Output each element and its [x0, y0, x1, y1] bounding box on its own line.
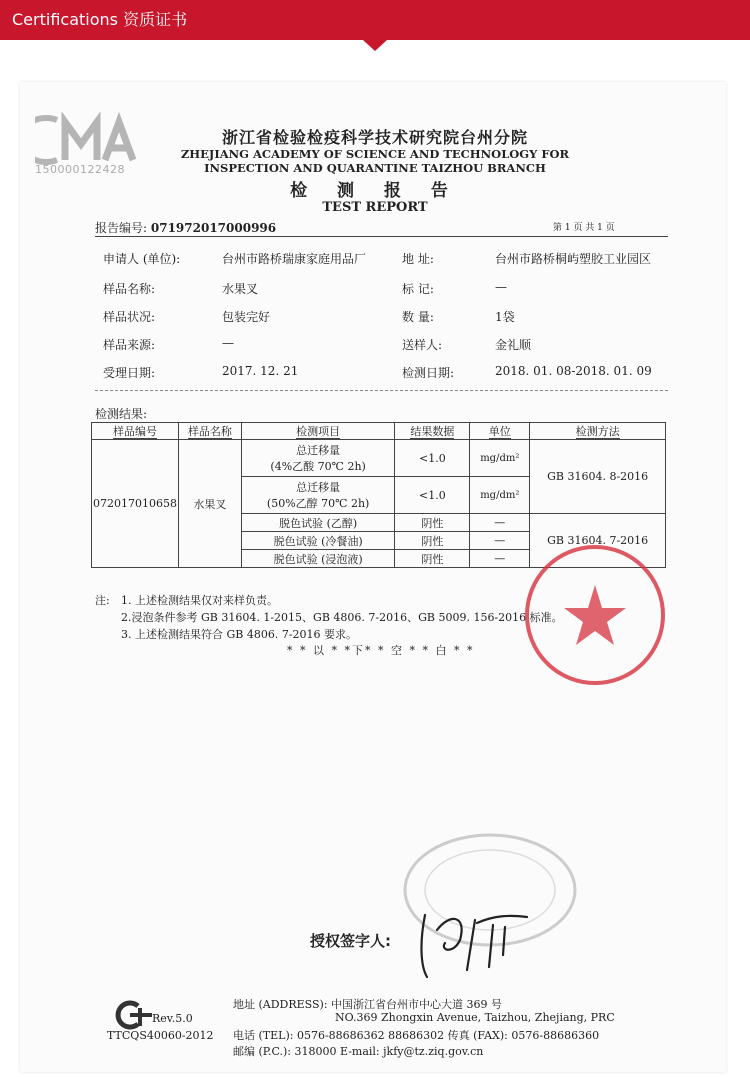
footer-tel-fax: 电话 (TEL): 0576-88686362 88686302 传真 (FAX): 0576-88686360 [233, 1029, 600, 1042]
blank-marker: * * 以 * *下* * 空 * * 白 * * [287, 644, 475, 657]
quantity-label: 数 量: [402, 310, 434, 324]
header-cell: 单位 [470, 423, 530, 440]
footer-rev: Rev.5.0 [152, 1012, 193, 1025]
header-cell: 检测项目 [241, 423, 395, 440]
banner-title: Certifications 资质证书 [12, 10, 188, 29]
header-cell: 检测方法 [530, 423, 666, 440]
header-cell: 结果数据 [395, 423, 470, 440]
item-cell [241, 477, 395, 514]
sender-value: 金礼顺 [495, 338, 532, 352]
signature-icon [405, 895, 540, 985]
address-value: 台州市路桥桐屿塑胶工业园区 [495, 252, 652, 266]
test-date-value: 2018. 01. 08-2018. 01. 09 [495, 364, 652, 378]
result-cell: 阴性 [395, 532, 470, 550]
item-cell: 脱色试验 (冷餐油) [241, 532, 395, 550]
address-label: 地 址: [402, 252, 434, 266]
accept-date-label: 受理日期: [103, 366, 156, 380]
method-cell: GB 31604. 8-2016 [530, 440, 666, 514]
results-title: 检测结果: [95, 407, 148, 421]
header-cell: 样品编号 [92, 423, 179, 440]
item-line: 总迁移量 [296, 481, 341, 494]
note-2: 2.浸泡条件参考 GB 31604. 1-2015、GB 4806. 7-2016、GB 5009. 156-2016 标准。 [121, 611, 563, 624]
report-number-value: 071972017000996 [150, 221, 277, 235]
report-number [95, 219, 276, 236]
item-line: 总迁移量 [296, 444, 341, 457]
sample-status-value: 包装完好 [222, 310, 271, 324]
mark-label: 标 记: [402, 282, 434, 296]
unit-cell: mg/dm² [470, 440, 530, 477]
institute-name-en-1: ZHEJIANG ACADEMY OF SCIENCE AND TECHNOLOGY FOR [180, 147, 570, 161]
unit-cell: mg/dm² [470, 477, 530, 514]
info-divider [95, 390, 668, 391]
sender-label: 送样人: [402, 338, 443, 352]
sample-name-cell: 水果叉 [178, 440, 241, 568]
footer-code: TTCQS40060-2012 [107, 1029, 214, 1042]
item-line: (50%乙醇 70℃ 2h) [266, 497, 370, 510]
result-cell: <1.0 [395, 440, 470, 477]
institute-logo-icon [110, 1000, 155, 1030]
unit-cell: — [470, 532, 530, 550]
report-title-cn: 检 测 报 告 [290, 181, 460, 201]
method-cell: GB 31604. 7-2016 [530, 514, 666, 568]
report-title-en: TEST REPORT [322, 200, 428, 215]
applicant-value: 台州市路桥瑞康家庭用品厂 [222, 252, 367, 266]
applicant-label: 申请人 (单位): [103, 252, 181, 266]
item-cell: 脱色试验 (浸泡液) [241, 550, 395, 568]
results-header-row [92, 423, 666, 440]
header-cell: 样品名称 [178, 423, 241, 440]
note-3: 3. 上述检测结果符合 GB 4806. 7-2016 要求。 [121, 628, 358, 641]
quantity-value: 1袋 [495, 310, 515, 324]
result-cell: <1.0 [395, 477, 470, 514]
item-cell [241, 440, 395, 477]
cma-number: 150000122428 [35, 163, 125, 176]
sample-status-label: 样品状况: [103, 310, 156, 324]
official-stamp-icon [520, 540, 670, 690]
institute-name-cn: 浙江省检验检疫科学技术研究院台州分院 [221, 128, 528, 147]
unit-cell: — [470, 514, 530, 532]
top-banner [0, 0, 750, 40]
item-line: (4%乙酸 70℃ 2h) [270, 460, 366, 473]
institute-name-en-2: INSPECTION AND QUARANTINE TAIZHOU BRANCH [204, 161, 546, 175]
notes-prefix: 注: [95, 594, 110, 607]
footer-postcode-email: 邮编 (P.C.): 318000 E-mail: jkfy@tz.ziq.gov.cn [233, 1045, 484, 1058]
sample-name-label: 样品名称: [103, 282, 156, 296]
footer-address-en: NO.369 Zhongxin Avenue, Taizhou, Zhejiang, PRC [335, 1011, 615, 1024]
banner-notch [363, 40, 387, 51]
result-cell: 阴性 [395, 514, 470, 532]
sample-name-value: 水果叉 [222, 282, 259, 296]
unit-cell: — [470, 550, 530, 568]
mark-value: — [495, 280, 507, 294]
sample-source-value: — [222, 336, 234, 350]
signatory-label: 授权签字人: [310, 932, 391, 950]
footer-address-cn: 地址 (ADDRESS): 中国浙江省台州市中心大道 369 号 [233, 998, 503, 1011]
page-info: 第 1 页 共 1 页 [553, 223, 615, 233]
test-date-label: 检测日期: [402, 366, 455, 380]
report-number-label: 报告编号: [95, 221, 148, 235]
table-row [92, 440, 666, 477]
result-cell: 阴性 [395, 550, 470, 568]
sample-source-label: 样品来源: [103, 338, 156, 352]
sample-no-cell: 072017010658 [92, 440, 179, 568]
accept-date-value: 2017. 12. 21 [222, 364, 299, 378]
header-divider [95, 236, 668, 237]
note-1: 1. 上述检测结果仅对来样负责。 [121, 594, 278, 607]
item-cell: 脱色试验 (乙醇) [241, 514, 395, 532]
